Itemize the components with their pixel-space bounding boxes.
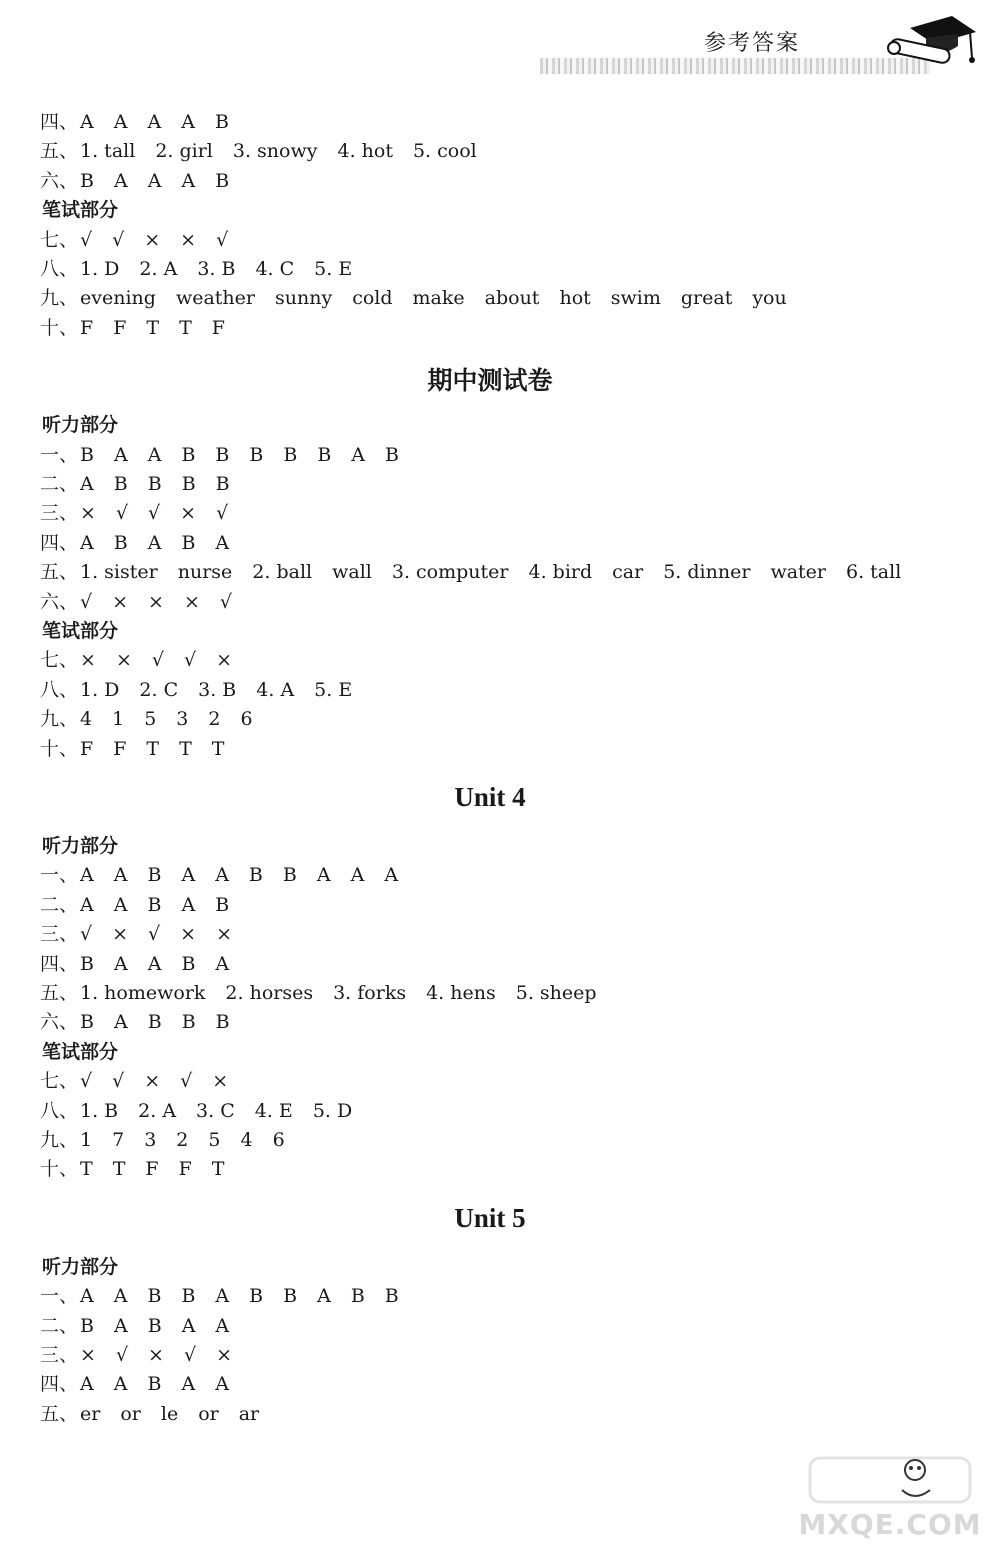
answer-item: A <box>215 1314 230 1337</box>
watermark-logo-icon <box>790 1450 990 1510</box>
question-number: 一、 <box>40 1285 79 1308</box>
answer-item: 7 <box>112 1129 125 1151</box>
answer-row <box>40 1155 244 1183</box>
answer-item: B <box>350 1285 365 1308</box>
answer-item: A <box>147 169 162 192</box>
answer-item: 1. D <box>80 258 120 280</box>
subsection-heading: 听力部分 <box>42 1255 119 1278</box>
answer-item: × <box>112 590 129 613</box>
answer-item: 4. hot <box>337 140 393 163</box>
answer-row <box>40 167 249 195</box>
answer-item: A <box>316 864 331 887</box>
answer-item: T <box>179 316 192 339</box>
answer-item: A <box>181 1314 196 1337</box>
answer-item: 1. tall <box>80 140 136 163</box>
answer-item: B <box>215 893 230 916</box>
question-number: 五、 <box>40 561 79 584</box>
question-number: 五、 <box>40 140 79 163</box>
answer-item: A <box>181 111 195 133</box>
answer-item: A <box>317 1285 331 1308</box>
answer-item: A <box>147 443 162 466</box>
answer-item: B <box>214 111 229 133</box>
answer-item: F <box>211 316 225 339</box>
question-number: 七、 <box>40 1070 79 1093</box>
answer-row <box>40 226 248 254</box>
answer-item: √ <box>80 590 93 613</box>
answer-item: × <box>80 649 96 672</box>
answer-item: √ <box>112 1070 125 1093</box>
answer-item: B <box>215 1011 230 1034</box>
section-title: Unit 5 <box>454 1202 526 1233</box>
answer-item: √ <box>80 228 93 251</box>
answer-item: B <box>80 1011 94 1034</box>
answer-item: 1. B <box>80 1099 119 1122</box>
answer-row <box>40 1097 372 1125</box>
answer-item: great <box>680 287 733 310</box>
answer-item: B <box>215 443 230 466</box>
answer-item: A <box>80 531 94 554</box>
answer-item: hot <box>559 287 591 310</box>
question-number: 二、 <box>40 473 79 495</box>
subsection-heading: 听力部分 <box>42 414 119 437</box>
answer-item: × <box>216 1344 232 1366</box>
answer-item: B <box>282 864 297 887</box>
answer-item: wall <box>332 561 372 584</box>
answer-item: F <box>80 737 94 760</box>
answer-row <box>40 676 372 704</box>
question-number: 四、 <box>40 952 79 975</box>
question-number: 十、 <box>40 1158 79 1181</box>
answer-item: × <box>180 228 197 251</box>
subsection-heading: 听力部分 <box>42 835 119 857</box>
answer-row <box>40 1370 249 1398</box>
answer-row <box>40 861 418 889</box>
answer-item: B <box>384 1285 399 1308</box>
answer-item: you <box>752 287 787 310</box>
answer-item: 2 <box>208 708 221 731</box>
answer-item: B <box>181 1285 196 1308</box>
answer-item: T <box>80 1158 93 1181</box>
answer-item: × <box>212 1070 229 1093</box>
answer-item: × <box>80 502 96 525</box>
answer-item: 1 <box>80 1129 93 1151</box>
answer-item: B <box>147 1314 162 1337</box>
answer-item: A <box>80 1373 94 1396</box>
answer-row <box>40 558 921 586</box>
answer-item: B <box>249 1285 264 1308</box>
answer-item: B <box>181 473 196 495</box>
answer-item: A <box>113 1011 128 1034</box>
answer-item: A <box>147 111 162 133</box>
answer-item: 5 <box>208 1129 221 1151</box>
answer-item: B <box>283 443 298 466</box>
answer-item: A <box>113 111 128 133</box>
answer-item: A <box>147 952 162 975</box>
answer-item: √ <box>151 649 164 672</box>
question-number: 五、 <box>40 982 79 1004</box>
answer-row <box>40 1067 248 1095</box>
answer-item: A <box>215 1373 229 1396</box>
answer-item: B <box>248 864 263 887</box>
answer-item: × <box>148 1344 164 1366</box>
answer-item: √ <box>216 228 229 251</box>
question-number: 一、 <box>40 443 79 466</box>
answer-item: √ <box>216 502 229 525</box>
answer-item: √ <box>115 502 129 525</box>
header-decorative-band <box>540 58 930 74</box>
answer-item: B <box>181 1011 196 1034</box>
answer-item: T <box>146 737 160 760</box>
answer-item: 3. B <box>197 258 236 280</box>
answer-row <box>40 920 252 948</box>
answer-item: × <box>148 590 164 613</box>
answer-item: 3. B <box>198 678 237 701</box>
answer-row <box>40 314 245 342</box>
answer-item: 2. girl <box>155 140 213 163</box>
answer-item: weather <box>175 287 255 310</box>
answer-item: 5. cool <box>412 140 477 163</box>
answer-item: 1. sister <box>80 561 158 584</box>
answer-item: 3. C <box>196 1099 235 1122</box>
answer-item: B <box>80 443 94 466</box>
answer-item: A <box>215 1285 230 1308</box>
answer-item: 5. D <box>312 1099 353 1122</box>
answer-row <box>40 950 249 978</box>
answer-row <box>40 735 244 763</box>
answer-row <box>40 1282 419 1310</box>
answer-item: 4. E <box>254 1099 293 1122</box>
answer-item: cold <box>352 287 393 310</box>
answer-item: A <box>113 1373 128 1396</box>
answer-item: √ <box>183 649 197 672</box>
answer-row <box>40 1400 279 1428</box>
answer-item: 4. hens <box>426 982 496 1004</box>
answer-row <box>40 499 248 527</box>
answer-item: 4. A <box>256 678 295 701</box>
answer-item: A <box>384 864 399 887</box>
answer-item: 3 <box>176 708 189 731</box>
answer-item: B <box>181 952 196 975</box>
answer-item: A <box>181 893 196 916</box>
answer-item: 5 <box>144 708 157 731</box>
question-number: 二、 <box>40 1314 79 1337</box>
answer-item: 1 <box>112 708 125 731</box>
question-number: 六、 <box>40 169 79 192</box>
header-title: 参考答案 <box>704 31 801 56</box>
answer-item: × <box>180 502 197 525</box>
answer-item: × <box>112 923 129 946</box>
answer-row <box>40 1341 252 1369</box>
answer-item: √ <box>183 1344 197 1366</box>
question-number: 八、 <box>40 258 79 280</box>
question-number: 二、 <box>40 893 79 916</box>
answer-item: 2. ball <box>252 561 313 584</box>
answer-item: B <box>317 443 332 466</box>
answer-item: sunny <box>275 287 333 310</box>
answer-item: A <box>215 952 230 975</box>
question-number: 十、 <box>40 737 79 760</box>
answer-row <box>40 441 419 469</box>
question-number: 五、 <box>40 1402 79 1425</box>
answer-item: swim <box>610 287 661 310</box>
answer-item: A <box>113 169 128 192</box>
answer-item: B <box>283 1285 298 1308</box>
answer-item: √ <box>80 923 93 946</box>
answer-item: A <box>215 531 230 554</box>
answer-item: 3. forks <box>333 982 407 1004</box>
answer-item: B <box>113 531 128 554</box>
answer-item: × <box>115 649 132 672</box>
graduation-cap-icon <box>880 10 980 80</box>
answer-item: √ <box>219 590 232 613</box>
answer-item: B <box>147 473 162 495</box>
answer-item: 4 <box>240 1129 253 1151</box>
answer-row <box>40 646 252 674</box>
section-title: 期中测试卷 <box>427 366 553 396</box>
subsection-heading: 笔试部分 <box>42 1040 119 1063</box>
answer-item: A <box>215 864 229 887</box>
question-number: 七、 <box>40 649 79 672</box>
answer-item: A <box>113 443 128 466</box>
question-number: 六、 <box>40 1011 79 1034</box>
answer-item: B <box>113 473 128 495</box>
answer-item: A <box>350 864 365 887</box>
answer-item: B <box>80 169 94 192</box>
answer-item: 6 <box>240 708 253 731</box>
answer-item: or <box>198 1402 219 1425</box>
answer-item: √ <box>112 228 125 251</box>
answer-item: A <box>113 893 128 916</box>
answer-row <box>40 1312 249 1340</box>
answer-row <box>40 1126 305 1154</box>
answer-item: A <box>181 864 196 887</box>
answer-row <box>40 255 372 283</box>
answer-item: T <box>146 316 160 339</box>
answer-item: B <box>181 443 196 466</box>
answer-item: √ <box>180 1070 193 1093</box>
question-number: 六、 <box>40 590 79 613</box>
answer-item: A <box>113 1314 128 1337</box>
question-number: 十、 <box>40 316 79 339</box>
answer-item: F <box>113 316 127 339</box>
section-title: Unit 4 <box>454 782 526 812</box>
answer-item: × <box>180 923 197 946</box>
answer-row <box>40 1008 250 1036</box>
question-number: 三、 <box>40 923 79 946</box>
answer-row <box>40 588 252 616</box>
answer-item: 4 <box>80 708 93 731</box>
answer-item: 1. homework <box>80 982 206 1004</box>
answer-item: A <box>80 864 94 887</box>
answer-item: A <box>351 443 366 466</box>
answer-item: nurse <box>177 561 233 584</box>
answer-item: × <box>144 1070 161 1093</box>
answer-item: × <box>216 649 232 672</box>
answer-item: 4. C <box>255 258 295 280</box>
answer-item: 4. bird <box>528 561 593 584</box>
answer-item: B <box>147 1373 162 1396</box>
question-number: 九、 <box>40 708 79 731</box>
question-number: 八、 <box>40 1099 79 1122</box>
question-number: 一、 <box>40 864 79 887</box>
answer-row <box>40 705 273 733</box>
question-number: 九、 <box>40 287 79 310</box>
answer-item: B <box>249 443 264 466</box>
answer-item: A <box>80 473 94 495</box>
answer-item: × <box>183 590 200 613</box>
question-number: 九、 <box>40 1129 79 1151</box>
answer-item: 6 <box>272 1129 285 1151</box>
question-number: 三、 <box>40 502 79 525</box>
answer-item: 6. tall <box>846 561 902 584</box>
answer-row <box>40 979 617 1007</box>
subsection-heading: 笔试部分 <box>42 620 119 642</box>
answer-item: A <box>181 1373 196 1396</box>
answer-item: A <box>80 111 94 133</box>
answer-item: A <box>113 1285 128 1308</box>
answer-row <box>40 108 249 136</box>
answer-row <box>40 137 497 165</box>
answer-item: B <box>147 1011 162 1034</box>
answer-item: B <box>385 443 399 466</box>
answer-row <box>40 891 249 919</box>
answer-item: T <box>211 1158 225 1181</box>
answer-item: F <box>145 1158 159 1181</box>
question-number: 七、 <box>40 228 79 251</box>
answer-item: T <box>112 1158 126 1181</box>
answer-item: A <box>113 952 128 975</box>
answer-item: × <box>216 923 232 946</box>
watermark-text: MXQE.COM <box>798 1508 982 1541</box>
answer-item: le <box>160 1402 179 1425</box>
answer-item: 5. dinner <box>663 561 751 584</box>
answer-item: B <box>147 1285 162 1308</box>
answer-item: B <box>147 864 162 887</box>
answer-item: make <box>412 287 465 310</box>
answer-item: 5. sheep <box>515 982 597 1004</box>
answer-item: A <box>80 893 94 916</box>
answer-item: 3. computer <box>391 561 509 584</box>
answer-item: F <box>80 316 94 339</box>
answer-item: about <box>484 287 540 310</box>
answer-row <box>40 529 249 557</box>
question-number: 四、 <box>40 531 79 554</box>
answer-item: A <box>147 531 162 554</box>
question-number: 四、 <box>40 1373 79 1396</box>
answer-item: A <box>181 169 196 192</box>
answer-item: B <box>147 893 162 916</box>
answer-item: √ <box>148 502 161 525</box>
question-number: 四、 <box>40 111 79 133</box>
answer-item: 2 <box>176 1129 189 1151</box>
question-number: 三、 <box>40 1344 79 1366</box>
answer-item: F <box>113 737 127 760</box>
answer-item: or <box>120 1402 141 1425</box>
answer-item: √ <box>115 1344 129 1366</box>
answer-item: er <box>80 1402 101 1425</box>
answer-item: ar <box>238 1402 260 1425</box>
answer-item: car <box>612 561 644 584</box>
answer-item: 5. E <box>314 258 353 280</box>
answer-item: √ <box>80 1070 93 1093</box>
answer-item: 2. horses <box>225 982 314 1004</box>
answer-row <box>40 470 250 498</box>
answer-item: √ <box>148 923 161 946</box>
page-header <box>0 0 1000 90</box>
answer-item: 5. E <box>314 678 353 701</box>
answer-item: × <box>144 228 161 251</box>
subsection-heading: 笔试部分 <box>42 199 119 222</box>
answer-item: B <box>80 1314 94 1337</box>
answer-item: 2. A <box>139 258 178 280</box>
answer-item: B <box>215 169 230 192</box>
answer-item: B <box>215 473 230 495</box>
answer-item: B <box>181 531 196 554</box>
question-number: 八、 <box>40 678 79 701</box>
answer-item: water <box>770 561 826 584</box>
answer-item: evening <box>80 287 156 310</box>
answer-item: B <box>80 952 94 975</box>
answer-item: A <box>80 1285 94 1308</box>
watermark <box>790 1450 990 1545</box>
answer-item: 2. A <box>138 1099 177 1122</box>
answer-row <box>40 284 807 312</box>
answer-item: 2. C <box>139 678 179 701</box>
answer-item: F <box>178 1158 192 1181</box>
answer-item: A <box>113 864 128 887</box>
answer-item: 3 <box>144 1129 157 1151</box>
answer-item: × <box>80 1344 96 1366</box>
answer-item: 1. D <box>80 678 120 701</box>
answer-item: 3. snowy <box>232 140 318 163</box>
answer-item: T <box>211 737 225 760</box>
answer-item: T <box>179 737 192 760</box>
